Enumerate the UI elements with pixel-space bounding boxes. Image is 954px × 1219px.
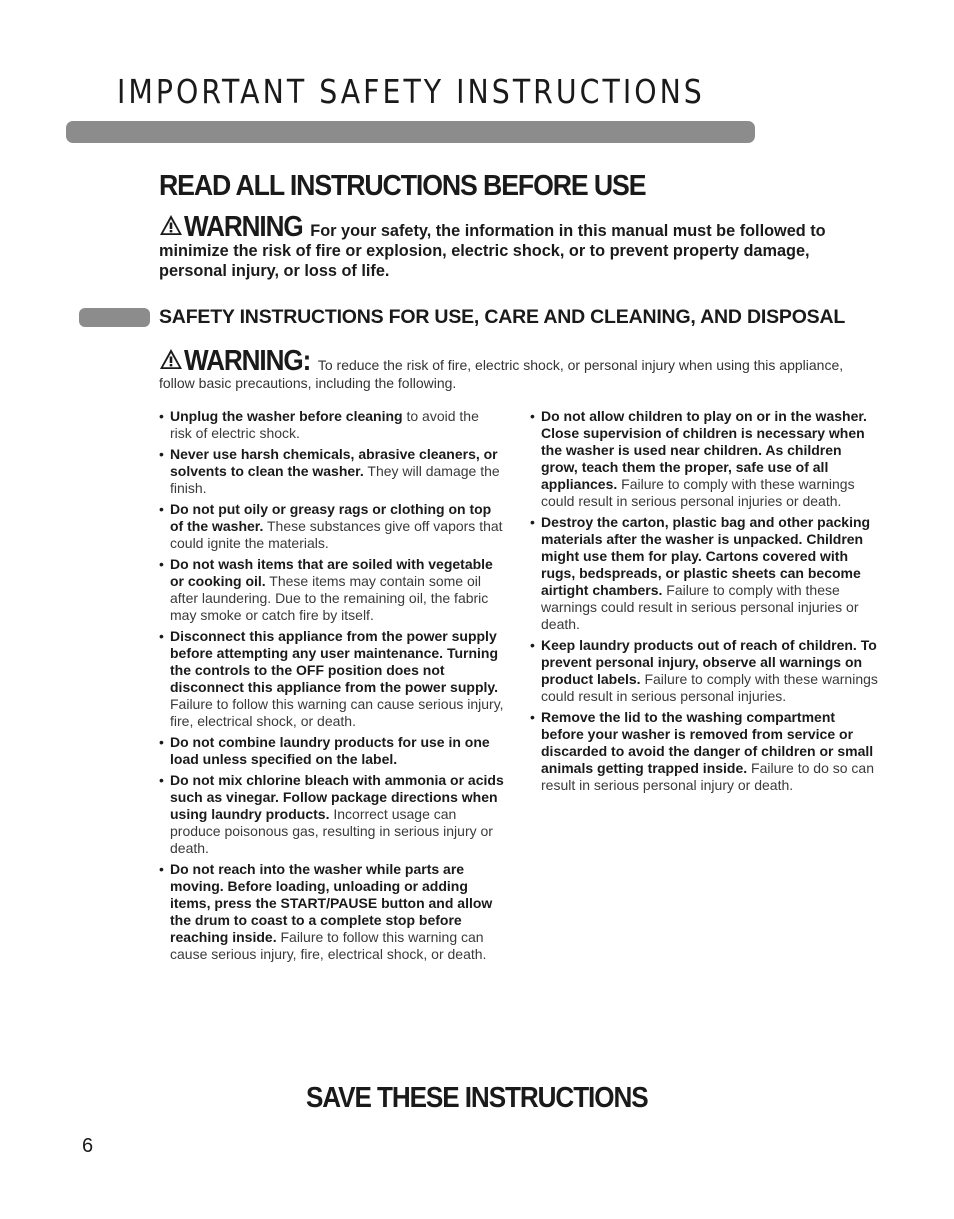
instructions-right-column [530,408,880,798]
list-item: • Do not combine laundry products for use in one load unless specified on the label. [159,734,504,768]
read-all-heading: READ ALL INSTRUCTIONS BEFORE USE [159,170,646,202]
page-number: 6 [82,1135,94,1157]
instructions-left-column [159,408,504,967]
list-item: • Unplug the washer before cleaning to avoid the risk of electric shock. [159,408,504,442]
warning-text: For your safety, the information in this manual must be followed to minimize the risk of fire or explosion, electric shock, or to prevent property damage, personal injury, or loss of life. [159,222,826,280]
list-item: • Never use harsh chemicals, abrasive cleaners, or solvents to clean the washer. They will damage the finish. [159,446,504,497]
warning-triangle-icon [159,214,183,236]
save-instructions-heading: SAVE THESE INSTRUCTIONS [306,1082,648,1114]
warning-label: WARNING: [184,345,311,377]
list-item: • Remove the lid to the washing compartment before your washer is removed from service or discarded to avoid the danger of children or small animals getting trapped inside. Failure to do so can result in serious personal injury or death. [530,709,880,794]
list-item: • Do not reach into the washer while parts are moving. Before loading, unloading or adding items, press the START/PAUSE button and allow the drum to coast to a complete stop before reaching inside. Failure to follow this warning can cause serious injury, fire, electrical shock, or death. [159,861,504,963]
page-title: IMPORTANT SAFETY INSTRUCTIONS [117,72,705,111]
section-marker-bar [79,308,150,327]
list-item: • Destroy the carton, plastic bag and other packing materials after the washer is unpacked. Children might use them for play. Cartons covered with rugs, bedspreads, or plastic sheets can become airtight chambers. Failure to comply with these warnings could result in serious personal injuries or death. [530,514,880,633]
warning-triangle-icon [159,348,183,370]
warning-text: To reduce the risk of fire, electric shock, or personal injury when using this appliance, follow basic precautions, including the following. [159,357,844,391]
list-item: • Do not wash items that are soiled with vegetable or cooking oil. These items may contain some oil after laundering. Due to the remaining oil, the fabric may smoke or catch fire by itself. [159,556,504,624]
section-heading: SAFETY INSTRUCTIONS FOR USE, CARE AND CLEANING, AND DISPOSAL [159,306,846,328]
list-item: • Do not allow children to play on or in the washer. Close supervision of children is necessary when the washer is used near children. As children grow, teach them the proper, safe use of all appliances. Failure to comply with these warnings could result in serious personal injuries or death. [530,408,880,510]
list-item: • Do not put oily or greasy rags or clothing on top of the washer. These substances give off vapors that could ignite the materials. [159,501,504,552]
warning-label: WARNING [184,211,303,243]
warning-block-primary [159,211,839,281]
list-item: • Keep laundry products out of reach of children. To prevent personal injury, observe all warnings on product labels. Failure to comply with these warnings could result in serious personal injuries. [530,637,880,705]
list-item: • Disconnect this appliance from the power supply before attempting any user maintenance. Turning the controls to the OFF position does not disconnect this appliance from the power supply. Failure to follow this warning can cause serious injury, fire, electrical shock, or death. [159,628,504,730]
title-divider-bar [66,121,755,143]
list-item: • Do not mix chlorine bleach with ammonia or acids such as vinegar. Follow package directions when using laundry products. Incorrect usage can produce poisonous gas, resulting in serious injury or death. [159,772,504,857]
warning-block-secondary [159,345,859,392]
